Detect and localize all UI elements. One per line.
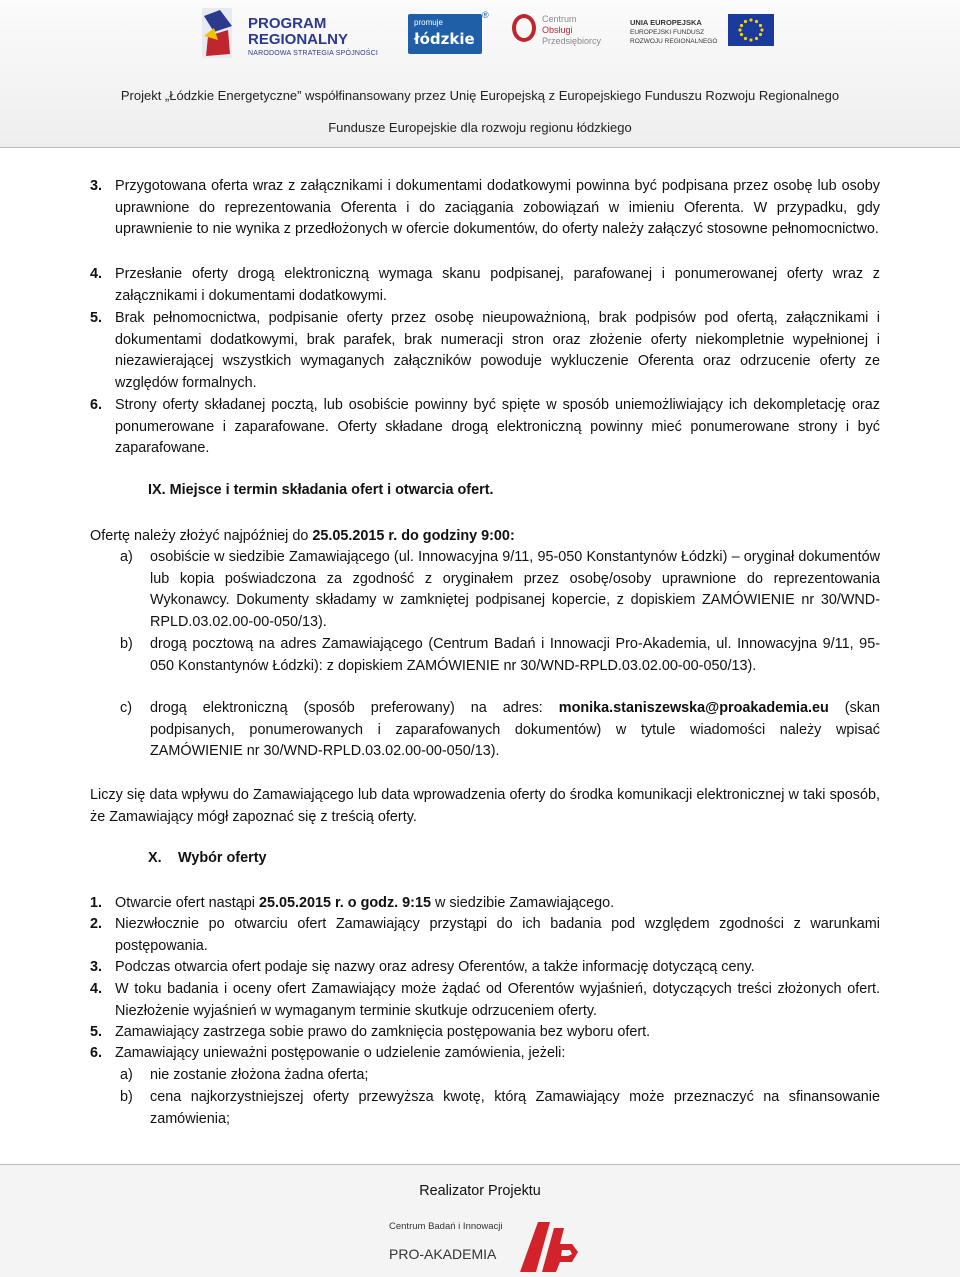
- program-regionalny-logo: [198, 6, 388, 62]
- list-item: [90, 264, 880, 307]
- sub-item-label: a): [120, 549, 133, 565]
- list-item: [90, 1043, 880, 1065]
- sub-item-label: b): [120, 636, 133, 652]
- sub-item-text: cena najkorzystniejszej oferty przewyższa kwotę, którą Zamawiający może przeznaczyć na sfinansowanie zamówienia;: [150, 1089, 880, 1127]
- list-item: [90, 176, 880, 241]
- program-logo-line3: NARODOWA STRATEGIA SPÓJNOŚCI: [248, 50, 379, 57]
- header-divider: [0, 147, 960, 148]
- footer-divider: [0, 1164, 960, 1165]
- item-text: Niezwłocznie po otwarciu ofert Zamawiający przystąpi do ich badania pod względem zgodności z warunkami postępowania.: [115, 916, 880, 954]
- lodzkie-logo-small: promuje: [414, 18, 443, 27]
- intro-time: do godziny 9:00:: [397, 528, 515, 544]
- item-number: 2.: [90, 916, 103, 932]
- footer-realizator: Realizator Projektu: [419, 1183, 541, 1199]
- intro-text: Ofertę należy złożyć najpóźniej do: [90, 528, 313, 544]
- sub-item: [120, 1087, 880, 1130]
- sub-item-text-pre: drogą elektroniczną (sposób preferowany) na adres:: [150, 700, 559, 716]
- section-ix-note: Liczy się data wpływu do Zamawiającego lub data wprowadzenia oferty do środka komunikacji elektronicznej w taki sposób, że Zamawiający mógł zapoznać się z treścią oferty.: [90, 787, 880, 825]
- item-text: Brak pełnomocnictwa, podpisanie oferty przez osobę nieupoważnioną, brak podpisów pod ofertą, załącznikami i dokumentami dodatkowymi, brak parafek, brak numeracji stron oraz złożenie oferty niekompletnie wypełnionej i niezawierającej wszystkich wymaganych załączników powoduje wykluczenie Oferenta oraz odrzucenie oferty ze względów formalnych.: [115, 310, 880, 391]
- item-number: 5.: [90, 1024, 103, 1040]
- item-number: 4.: [90, 981, 103, 997]
- list-item: [90, 395, 880, 460]
- cop-line1: Centrum: [542, 14, 577, 24]
- program-regionalny-emblem-icon: [198, 6, 242, 60]
- section-ix-heading: IX. Miejsce i termin składania ofert i otwarcia ofert.: [148, 482, 494, 498]
- project-line: Projekt „Łódzkie Energetyczne” współfinansowany przez Unię Europejską z Europejskiego Funduszu Rozwoju Regionalnego: [120, 88, 840, 103]
- eu-flag-icon: [728, 14, 774, 46]
- item-number: 6.: [90, 397, 103, 413]
- page-header: [0, 0, 960, 148]
- item-text: Przygotowana oferta wraz z załącznikami i dokumentami dodatkowymi powinna być podpisana przez osobę lub osoby uprawnione do reprezentowania Oferenta i do zaciągania zobowiązań w imieniu Oferenta. W przypadku, gdy uprawnienie to nie wynika z przedłożonych w ofercie dokumentów, do oferty należy załączyć stosowne pełnomocnictwo.: [115, 178, 880, 237]
- funds-line: Fundusze Europejskie dla rozwoju regionu łódzkiego: [328, 120, 632, 135]
- registered-mark: ®: [482, 10, 489, 20]
- item-text: W toku badania i oceny ofert Zamawiający może żądać od Oferentów wyjaśnień, dotyczących treści złożonych ofert. Niezłożenie wyjaśnień w wymaganym terminie skutkuje odrzuceniem oferty.: [115, 981, 880, 1019]
- item-number: 1.: [90, 895, 103, 911]
- item-number: 4.: [90, 266, 103, 282]
- sub-item-label: c): [120, 700, 132, 716]
- item1-datetime: 25.05.2015 r. o godz. 9:15: [258, 895, 431, 911]
- list-item: [90, 893, 880, 915]
- sub-item: [120, 547, 880, 633]
- item-text: Podczas otwarcia ofert podaje się nazwy oraz adresy Oferentów, a także informację dotyczącą ceny.: [115, 959, 755, 975]
- eu-line2: EUROPEJSKI FUNDUSZ: [630, 29, 705, 36]
- list-item: [90, 914, 880, 957]
- email-address: monika.staniszewska@proakademia.eu: [558, 700, 829, 716]
- footer-cbi-line: Centrum Badań i Innowacji: [389, 1221, 503, 1232]
- item-number: 3.: [90, 178, 103, 194]
- sub-item-label: a): [120, 1067, 133, 1083]
- sub-item-text-post: (skan podpisanych, ponumerowanych i zaparafowanych dokumentów) w tytule wiadomości należy wpisać ZAMÓWIENIE nr 30/WND-RPLD.03.02.00-00-050/13).: [150, 700, 880, 759]
- sub-item-text: osobiście w siedzibie Zamawiającego (ul. Innowacyjna 9/11, 95-050 Konstantynów Łódzki) – oryginał dokumentów lub kopia poświadczona za zgodność z oryginałem przez osobę/osoby uprawnione do reprezentowania Wykonawcy. Dokumenty składamy w zamkniętej podpisanej kopercie, z dopiskiem ZAMÓWIENIE nr 30/WND-RPLD.03.02.00-00-050/13).: [150, 549, 880, 630]
- sub-item: [120, 698, 880, 763]
- list-item: [90, 979, 880, 1022]
- eu-line1: UNIA EUROPEJSKA: [630, 18, 702, 27]
- item-text: Strony oferty składanej pocztą, lub osobiście powinny być spięte w sposób uniemożliwiający ich dekompletację oraz ponumerowane i zaparafowane. Oferty składane drogą elektroniczną powinny mieć ponumerowane strony i być zaparafowane.: [115, 397, 880, 456]
- cop-circle-icon: [512, 14, 536, 42]
- sub-item-text: drogą pocztową na adres Zamawiającego (Centrum Badań i Innowacji Pro-Akademia, ul. Innowacyjna 9/11, 95-050 Konstantynów Łódzki): z dopiskiem ZAMÓWIENIE nr 30/WND-RPLD.03.02.00-00-050/13).: [150, 636, 880, 674]
- item-text: Zamawiający zastrzega sobie prawo do zamknięcia postępowania bez wyboru ofert.: [115, 1024, 651, 1040]
- program-logo-line2: REGIONALNY: [248, 31, 349, 48]
- item1-text-a: Otwarcie ofert nastąpi: [115, 895, 259, 911]
- section-x-heading: Wybór oferty: [178, 850, 267, 866]
- eu-fund-logo: [630, 14, 776, 50]
- item-text: [115, 893, 880, 915]
- footer-pro-akademia: PRO-AKADEMIA: [389, 1246, 497, 1262]
- sub-item-label: b): [120, 1089, 133, 1105]
- program-logo-line1: PROGRAM: [248, 15, 327, 32]
- pro-akademia-logo-icon: [520, 1222, 582, 1272]
- item-number: 5.: [90, 310, 103, 326]
- sub-item: [120, 1065, 880, 1087]
- list-item: [90, 1022, 880, 1044]
- item-number: 3.: [90, 959, 103, 975]
- section-ix-intro: [90, 526, 880, 548]
- list-item: [90, 957, 880, 979]
- item-text: Zamawiający unieważni postępowanie o udzielenie zamówienia, jeżeli:: [115, 1045, 566, 1061]
- promuje-lodzkie-logo: [408, 10, 492, 54]
- eu-line3: ROZWOJU REGIONALNEGO: [630, 38, 718, 45]
- item-text: Przesłanie oferty drogą elektroniczną wymaga skanu podpisanej, parafowanej i ponumerowanej oferty wraz z załącznikami i dokumentami dodatkowymi.: [115, 266, 880, 304]
- item-number: 6.: [90, 1045, 103, 1061]
- cop-line3: Przedsiębiorcy: [542, 36, 602, 46]
- intro-date: 25.05.2015 r.: [312, 528, 398, 544]
- sub-item-text: [150, 698, 880, 763]
- centrum-obslugi-logo: [512, 12, 622, 48]
- item1-text-b: w siedzibie Zamawiającego.: [430, 895, 615, 911]
- cop-line2: Obsługi: [542, 25, 573, 35]
- list-item: [90, 308, 880, 394]
- sub-item: [120, 634, 880, 677]
- section-x-number: X.: [148, 850, 162, 866]
- lodzkie-logo-big: łódzkie: [414, 30, 475, 48]
- sub-item-text: nie zostanie złożona żadna oferta;: [150, 1067, 369, 1083]
